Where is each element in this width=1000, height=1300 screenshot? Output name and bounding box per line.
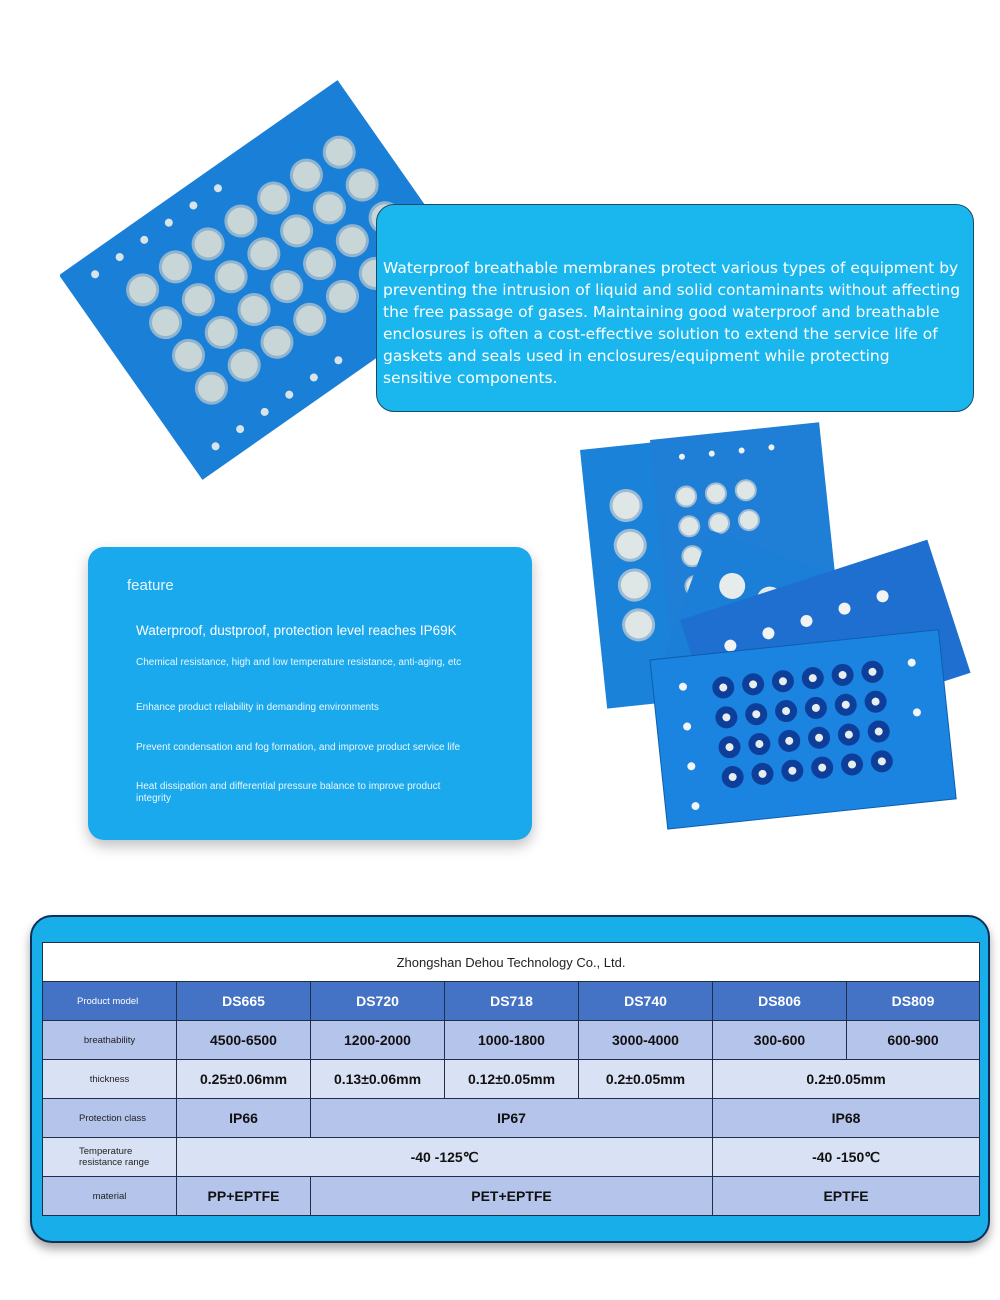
- breathability-cell: 300-600: [713, 1021, 847, 1060]
- feature-item: Heat dissipation and differential pressure balance to improve product integrity: [136, 781, 441, 804]
- thickness-cell: 0.2±0.05mm: [579, 1060, 713, 1099]
- feature-item: Prevent condensation and fog formation, and improve product service life: [136, 742, 461, 753]
- model-cell: DS720: [311, 982, 445, 1021]
- header-thickness: thickness: [43, 1060, 177, 1099]
- header-protection-class: Protection class: [43, 1099, 177, 1138]
- header-breathability: breathability: [43, 1021, 177, 1060]
- header-temperature-range: Temperature resistance range: [43, 1138, 177, 1177]
- feature-title: feature: [127, 577, 174, 594]
- protection-cell: IP66: [177, 1099, 311, 1138]
- protection-cell: IP67: [311, 1099, 713, 1138]
- description-card: [376, 204, 974, 412]
- thickness-cell: 0.13±0.06mm: [311, 1060, 445, 1099]
- breathability-cell: 1200-2000: [311, 1021, 445, 1060]
- breathability-cell: 1000-1800: [445, 1021, 579, 1060]
- feature-item: Enhance product reliability in demanding environments: [136, 702, 379, 713]
- spec-table: [42, 942, 980, 1216]
- protection-cell: IP68: [713, 1099, 980, 1138]
- model-cell: DS740: [579, 982, 713, 1021]
- thickness-cell: 0.2±0.05mm: [713, 1060, 980, 1099]
- company-name: Zhongshan Dehou Technology Co., Ltd.: [43, 943, 980, 982]
- breathability-cell: 4500-6500: [177, 1021, 311, 1060]
- material-cell: EPTFE: [713, 1177, 980, 1216]
- model-cell: DS718: [445, 982, 579, 1021]
- temperature-cell: -40 -150℃: [713, 1138, 980, 1177]
- thickness-cell: 0.25±0.06mm: [177, 1060, 311, 1099]
- temperature-cell: -40 -125℃: [177, 1138, 713, 1177]
- material-cell: PET+EPTFE: [311, 1177, 713, 1216]
- description-text: Waterproof breathable membranes protect various types of equipment by preventing the intrusion of liquid and solid contaminants without affecting the free passage of gases. Maintaining good waterproof and breathable enclosures is often a cost-effective solution to extend the service life of gaskets and seals used in enclosures/equipment while protecting sensitive components.: [383, 259, 961, 387]
- model-cell: DS806: [713, 982, 847, 1021]
- material-cell: PP+EPTFE: [177, 1177, 311, 1216]
- breathability-cell: 3000-4000: [579, 1021, 713, 1060]
- model-cell: DS665: [177, 982, 311, 1021]
- model-cell: DS809: [847, 982, 980, 1021]
- membrane-sheets-fan-image: [560, 420, 990, 870]
- breathability-cell: 600-900: [847, 1021, 980, 1060]
- thickness-cell: 0.12±0.05mm: [445, 1060, 579, 1099]
- header-material: material: [43, 1177, 177, 1216]
- feature-main: Waterproof, dustproof, protection level reaches IP69K: [136, 623, 457, 638]
- header-product-model: Product model: [43, 982, 177, 1021]
- feature-item: Chemical resistance, high and low temperature resistance, anti-aging, etc: [136, 657, 462, 668]
- feature-card: [88, 547, 532, 840]
